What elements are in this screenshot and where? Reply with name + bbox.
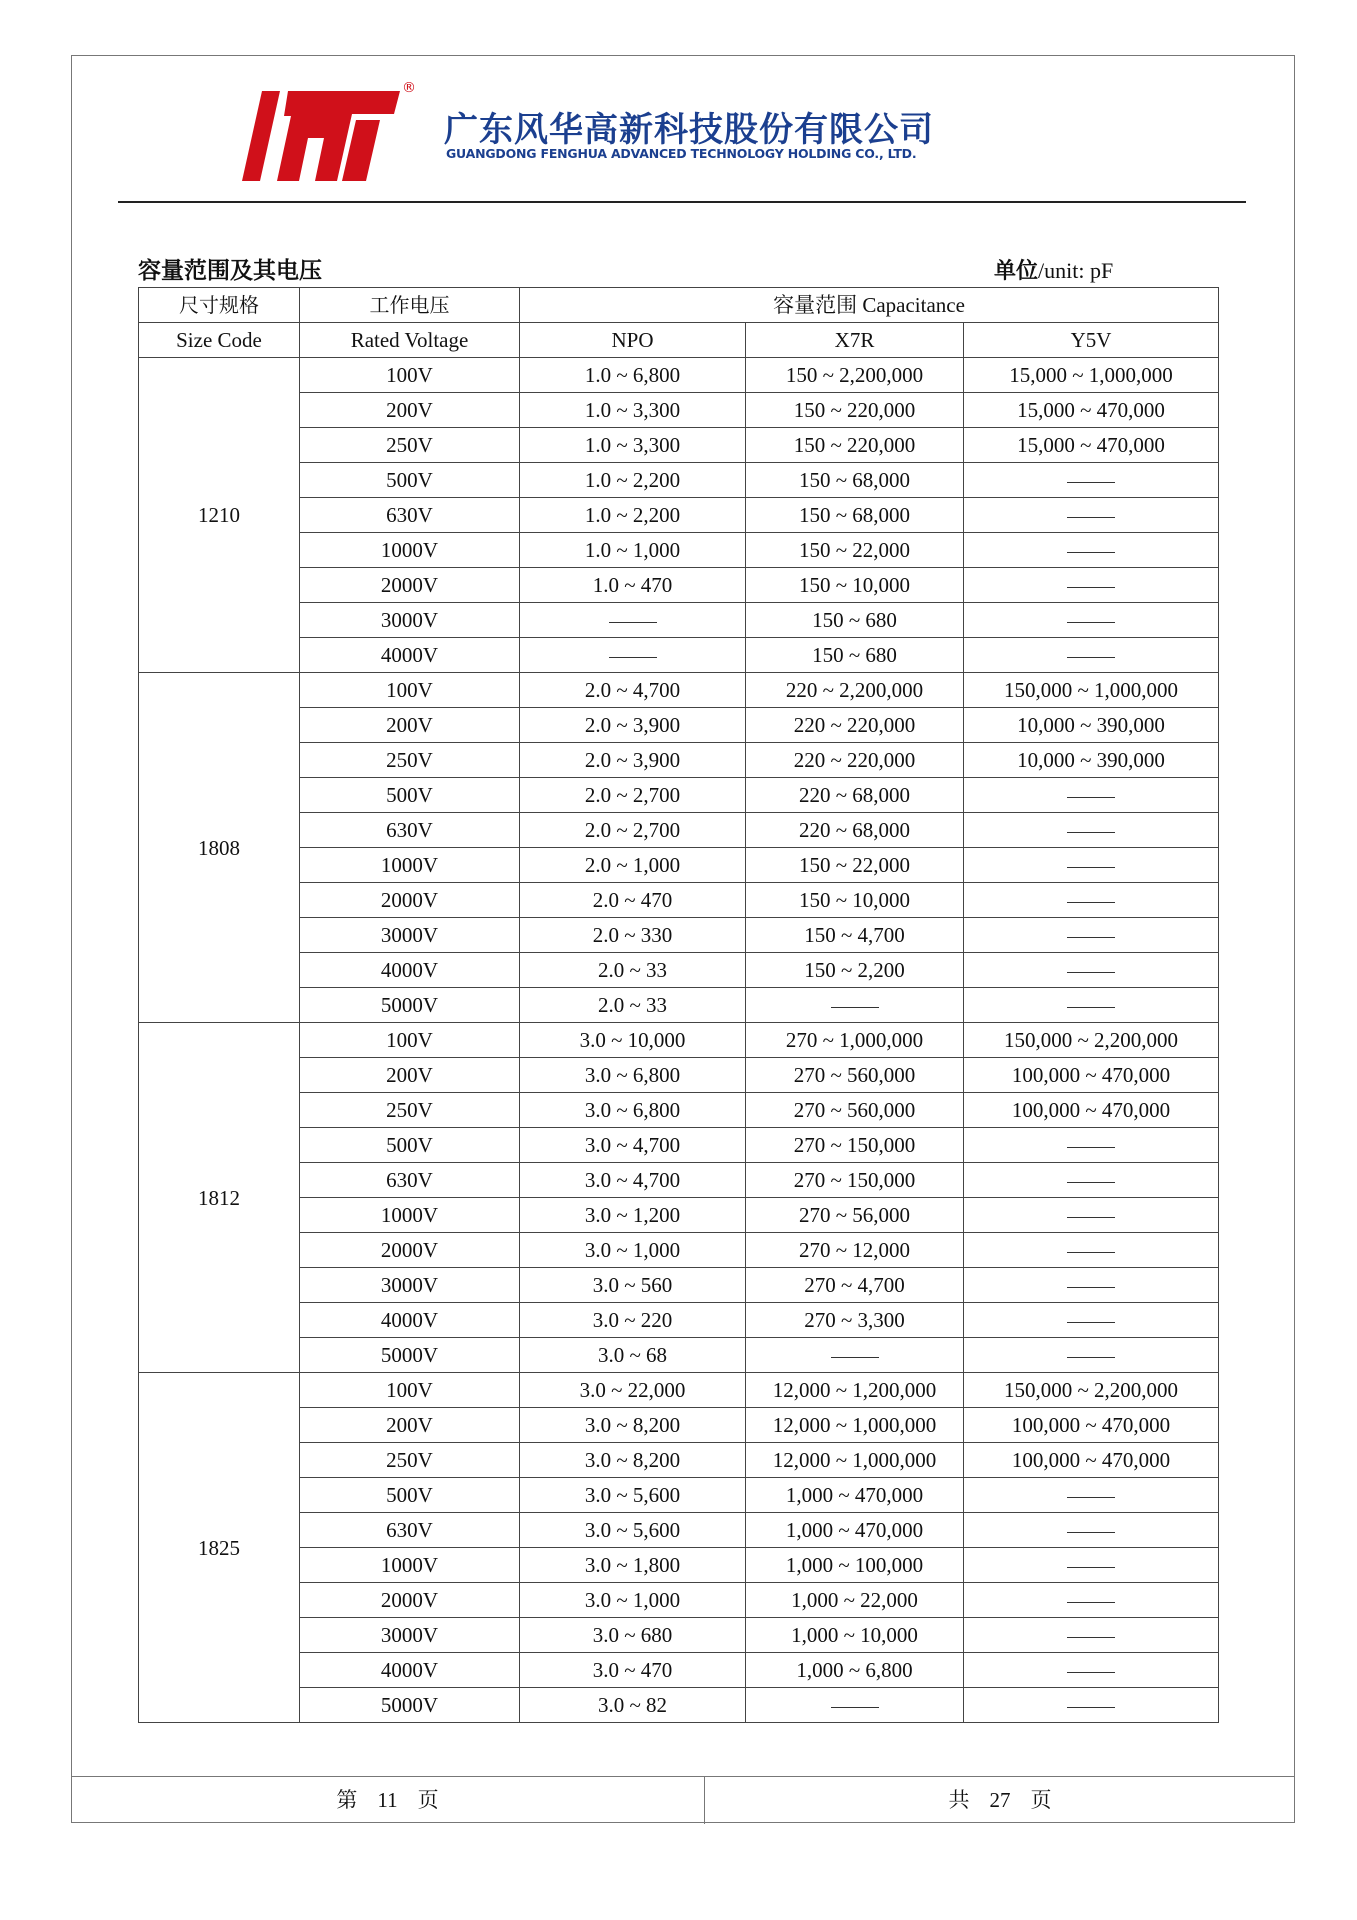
npo-cell: 3.0 ~ 4,700 bbox=[520, 1128, 746, 1163]
y5v-empty-cell bbox=[964, 1338, 1219, 1373]
table-row bbox=[139, 1198, 1219, 1233]
table-row bbox=[139, 848, 1219, 883]
x7r-cell: 1,000 ~ 470,000 bbox=[746, 1513, 964, 1548]
table-row bbox=[139, 1128, 1219, 1163]
table-row bbox=[139, 603, 1219, 638]
npo-cell: 3.0 ~ 1,200 bbox=[520, 1198, 746, 1233]
voltage-cell: 200V bbox=[300, 1058, 520, 1093]
dash-mark bbox=[1067, 1007, 1115, 1008]
x7r-cell: 270 ~ 1,000,000 bbox=[746, 1023, 964, 1058]
x7r-empty-cell bbox=[746, 1688, 964, 1723]
y5v-empty-cell bbox=[964, 1478, 1219, 1513]
npo-cell: 3.0 ~ 6,800 bbox=[520, 1093, 746, 1128]
voltage-cell: 200V bbox=[300, 1408, 520, 1443]
x7r-cell: 220 ~ 220,000 bbox=[746, 743, 964, 778]
table-row bbox=[139, 1618, 1219, 1653]
table-row bbox=[139, 743, 1219, 778]
table-row bbox=[139, 1268, 1219, 1303]
y5v-cell: 150,000 ~ 1,000,000 bbox=[964, 673, 1219, 708]
x7r-cell: 150 ~ 10,000 bbox=[746, 883, 964, 918]
table-row bbox=[139, 1373, 1219, 1408]
npo-cell: 3.0 ~ 68 bbox=[520, 1338, 746, 1373]
dash-mark bbox=[831, 1357, 879, 1358]
table-header-row bbox=[139, 323, 1219, 358]
dash-mark bbox=[1067, 1252, 1115, 1253]
dash-mark bbox=[1067, 797, 1115, 798]
x7r-cell: 12,000 ~ 1,200,000 bbox=[746, 1373, 964, 1408]
npo-cell: 3.0 ~ 220 bbox=[520, 1303, 746, 1338]
x7r-cell: 220 ~ 2,200,000 bbox=[746, 673, 964, 708]
npo-cell: 2.0 ~ 470 bbox=[520, 883, 746, 918]
y5v-empty-cell bbox=[964, 1618, 1219, 1653]
voltage-cell: 500V bbox=[300, 463, 520, 498]
voltage-cell: 630V bbox=[300, 813, 520, 848]
y5v-empty-cell bbox=[964, 848, 1219, 883]
voltage-cell: 1000V bbox=[300, 1198, 520, 1233]
npo-cell: 3.0 ~ 5,600 bbox=[520, 1478, 746, 1513]
table-row bbox=[139, 1548, 1219, 1583]
npo-cell: 3.0 ~ 82 bbox=[520, 1688, 746, 1723]
table-body bbox=[139, 358, 1219, 1723]
npo-cell: 1.0 ~ 6,800 bbox=[520, 358, 746, 393]
table-row bbox=[139, 1163, 1219, 1198]
y5v-cell: 10,000 ~ 390,000 bbox=[964, 708, 1219, 743]
table-row bbox=[139, 568, 1219, 603]
table-row bbox=[139, 1233, 1219, 1268]
table-row bbox=[139, 673, 1219, 708]
table-row bbox=[139, 463, 1219, 498]
table-row bbox=[139, 533, 1219, 568]
dash-mark bbox=[1067, 657, 1115, 658]
y5v-cell: 10,000 ~ 390,000 bbox=[964, 743, 1219, 778]
voltage-cell: 3000V bbox=[300, 918, 520, 953]
table-row bbox=[139, 1513, 1219, 1548]
voltage-cell: 3000V bbox=[300, 1618, 520, 1653]
company-logo bbox=[240, 80, 1060, 190]
table-row bbox=[139, 358, 1219, 393]
npo-cell: 3.0 ~ 6,800 bbox=[520, 1058, 746, 1093]
y5v-empty-cell bbox=[964, 603, 1219, 638]
y5v-empty-cell bbox=[964, 1513, 1219, 1548]
x7r-cell: 270 ~ 150,000 bbox=[746, 1163, 964, 1198]
table-row bbox=[139, 953, 1219, 988]
voltage-cell: 200V bbox=[300, 708, 520, 743]
table-header-row bbox=[139, 288, 1219, 323]
table-row bbox=[139, 1338, 1219, 1373]
header-size-cn: 尺寸规格 bbox=[139, 288, 300, 323]
dash-mark bbox=[1067, 1672, 1115, 1673]
y5v-empty-cell bbox=[964, 498, 1219, 533]
voltage-cell: 4000V bbox=[300, 1303, 520, 1338]
header-voltage-en: Rated Voltage bbox=[300, 323, 520, 358]
voltage-cell: 2000V bbox=[300, 1583, 520, 1618]
y5v-empty-cell bbox=[964, 568, 1219, 603]
page-footer bbox=[71, 1776, 1295, 1824]
dash-mark bbox=[1067, 1707, 1115, 1708]
voltage-cell: 100V bbox=[300, 673, 520, 708]
unit-label-cn: 单位 bbox=[994, 259, 1039, 284]
npo-cell: 1.0 ~ 3,300 bbox=[520, 393, 746, 428]
y5v-empty-cell bbox=[964, 1688, 1219, 1723]
voltage-cell: 630V bbox=[300, 1163, 520, 1198]
dash-mark bbox=[1067, 1567, 1115, 1568]
y5v-empty-cell bbox=[964, 1163, 1219, 1198]
x7r-cell: 150 ~ 68,000 bbox=[746, 498, 964, 533]
npo-empty-cell bbox=[520, 603, 746, 638]
y5v-empty-cell bbox=[964, 1198, 1219, 1233]
npo-empty-cell bbox=[520, 638, 746, 673]
x7r-cell: 150 ~ 2,200 bbox=[746, 953, 964, 988]
y5v-empty-cell bbox=[964, 1233, 1219, 1268]
x7r-empty-cell bbox=[746, 1338, 964, 1373]
npo-cell: 1.0 ~ 2,200 bbox=[520, 498, 746, 533]
x7r-cell: 12,000 ~ 1,000,000 bbox=[746, 1443, 964, 1478]
table-row bbox=[139, 1478, 1219, 1513]
voltage-cell: 500V bbox=[300, 1128, 520, 1163]
header-capacitance: 容量范围 Capacitance bbox=[520, 288, 1219, 323]
table-row bbox=[139, 638, 1219, 673]
dash-mark bbox=[1067, 1182, 1115, 1183]
header-y5v: Y5V bbox=[964, 323, 1219, 358]
voltage-cell: 5000V bbox=[300, 1338, 520, 1373]
x7r-cell: 150 ~ 4,700 bbox=[746, 918, 964, 953]
header-npo: NPO bbox=[520, 323, 746, 358]
table-row bbox=[139, 428, 1219, 463]
unit-label bbox=[994, 254, 1113, 285]
y5v-empty-cell bbox=[964, 1583, 1219, 1618]
dash-mark bbox=[1067, 552, 1115, 553]
size-code-cell: 1825 bbox=[139, 1373, 300, 1723]
voltage-cell: 500V bbox=[300, 1478, 520, 1513]
x7r-cell: 220 ~ 220,000 bbox=[746, 708, 964, 743]
y5v-cell: 15,000 ~ 1,000,000 bbox=[964, 358, 1219, 393]
total-pages: 27 bbox=[989, 1788, 1011, 1812]
dash-mark bbox=[1067, 587, 1115, 588]
table-row bbox=[139, 1408, 1219, 1443]
x7r-empty-cell bbox=[746, 988, 964, 1023]
unit-label-en: /unit: pF bbox=[1038, 258, 1114, 283]
npo-cell: 2.0 ~ 1,000 bbox=[520, 848, 746, 883]
registered-mark: ® bbox=[402, 80, 416, 96]
dash-mark bbox=[1067, 832, 1115, 833]
dash-mark bbox=[1067, 902, 1115, 903]
page-prefix: 第 bbox=[336, 1788, 358, 1812]
table-row bbox=[139, 1303, 1219, 1338]
y5v-cell: 15,000 ~ 470,000 bbox=[964, 428, 1219, 463]
npo-cell: 2.0 ~ 330 bbox=[520, 918, 746, 953]
y5v-empty-cell bbox=[964, 953, 1219, 988]
dash-mark bbox=[1067, 1637, 1115, 1638]
y5v-empty-cell bbox=[964, 918, 1219, 953]
npo-cell: 1.0 ~ 2,200 bbox=[520, 463, 746, 498]
npo-cell: 3.0 ~ 680 bbox=[520, 1618, 746, 1653]
dash-mark bbox=[1067, 867, 1115, 868]
npo-cell: 1.0 ~ 3,300 bbox=[520, 428, 746, 463]
dash-mark bbox=[1067, 622, 1115, 623]
voltage-cell: 5000V bbox=[300, 1688, 520, 1723]
voltage-cell: 5000V bbox=[300, 988, 520, 1023]
x7r-cell: 150 ~ 10,000 bbox=[746, 568, 964, 603]
size-code-cell: 1808 bbox=[139, 673, 300, 1023]
x7r-cell: 150 ~ 680 bbox=[746, 638, 964, 673]
voltage-cell: 2000V bbox=[300, 883, 520, 918]
x7r-cell: 12,000 ~ 1,000,000 bbox=[746, 1408, 964, 1443]
table-row bbox=[139, 1653, 1219, 1688]
x7r-cell: 150 ~ 220,000 bbox=[746, 393, 964, 428]
table-row bbox=[139, 1583, 1219, 1618]
npo-cell: 2.0 ~ 2,700 bbox=[520, 813, 746, 848]
x7r-cell: 270 ~ 560,000 bbox=[746, 1093, 964, 1128]
y5v-empty-cell bbox=[964, 533, 1219, 568]
voltage-cell: 250V bbox=[300, 1093, 520, 1128]
x7r-cell: 150 ~ 220,000 bbox=[746, 428, 964, 463]
voltage-cell: 500V bbox=[300, 778, 520, 813]
total-suffix: 页 bbox=[1030, 1788, 1052, 1812]
npo-cell: 3.0 ~ 4,700 bbox=[520, 1163, 746, 1198]
voltage-cell: 100V bbox=[300, 1373, 520, 1408]
voltage-cell: 250V bbox=[300, 428, 520, 463]
npo-cell: 2.0 ~ 4,700 bbox=[520, 673, 746, 708]
dash-mark bbox=[1067, 1602, 1115, 1603]
x7r-cell: 150 ~ 68,000 bbox=[746, 463, 964, 498]
npo-cell: 3.0 ~ 1,800 bbox=[520, 1548, 746, 1583]
npo-cell: 2.0 ~ 33 bbox=[520, 988, 746, 1023]
dash-mark bbox=[1067, 972, 1115, 973]
x7r-cell: 270 ~ 12,000 bbox=[746, 1233, 964, 1268]
npo-cell: 1.0 ~ 470 bbox=[520, 568, 746, 603]
capacitance-table bbox=[138, 287, 1219, 1723]
npo-cell: 1.0 ~ 1,000 bbox=[520, 533, 746, 568]
table-row bbox=[139, 1093, 1219, 1128]
npo-cell: 2.0 ~ 3,900 bbox=[520, 743, 746, 778]
dash-mark bbox=[609, 657, 657, 658]
dash-mark bbox=[1067, 517, 1115, 518]
dash-mark bbox=[1067, 1147, 1115, 1148]
dash-mark bbox=[831, 1707, 879, 1708]
x7r-cell: 270 ~ 4,700 bbox=[746, 1268, 964, 1303]
dash-mark bbox=[1067, 1322, 1115, 1323]
y5v-cell: 100,000 ~ 470,000 bbox=[964, 1058, 1219, 1093]
dash-mark bbox=[1067, 937, 1115, 938]
header-size-en: Size Code bbox=[139, 323, 300, 358]
y5v-empty-cell bbox=[964, 883, 1219, 918]
size-code-cell: 1210 bbox=[139, 358, 300, 673]
section-title: 容量范围及其电压 bbox=[138, 258, 322, 284]
table-row bbox=[139, 1443, 1219, 1478]
header-voltage-cn: 工作电压 bbox=[300, 288, 520, 323]
voltage-cell: 3000V bbox=[300, 603, 520, 638]
table-row bbox=[139, 883, 1219, 918]
y5v-empty-cell bbox=[964, 778, 1219, 813]
x7r-cell: 1,000 ~ 6,800 bbox=[746, 1653, 964, 1688]
npo-cell: 3.0 ~ 560 bbox=[520, 1268, 746, 1303]
voltage-cell: 2000V bbox=[300, 568, 520, 603]
total-prefix: 共 bbox=[948, 1788, 970, 1812]
voltage-cell: 1000V bbox=[300, 1548, 520, 1583]
x7r-cell: 1,000 ~ 22,000 bbox=[746, 1583, 964, 1618]
y5v-empty-cell bbox=[964, 1653, 1219, 1688]
x7r-cell: 270 ~ 56,000 bbox=[746, 1198, 964, 1233]
npo-cell: 2.0 ~ 3,900 bbox=[520, 708, 746, 743]
x7r-cell: 150 ~ 22,000 bbox=[746, 848, 964, 883]
table-row bbox=[139, 708, 1219, 743]
voltage-cell: 250V bbox=[300, 743, 520, 778]
y5v-empty-cell bbox=[964, 1268, 1219, 1303]
table-row bbox=[139, 813, 1219, 848]
table-row bbox=[139, 778, 1219, 813]
voltage-cell: 1000V bbox=[300, 533, 520, 568]
y5v-cell: 100,000 ~ 470,000 bbox=[964, 1443, 1219, 1478]
dash-mark bbox=[1067, 1357, 1115, 1358]
y5v-cell: 150,000 ~ 2,200,000 bbox=[964, 1373, 1219, 1408]
dash-mark bbox=[1067, 1217, 1115, 1218]
page-number-cell bbox=[71, 1777, 705, 1824]
npo-cell: 3.0 ~ 8,200 bbox=[520, 1408, 746, 1443]
voltage-cell: 100V bbox=[300, 358, 520, 393]
x7r-cell: 270 ~ 560,000 bbox=[746, 1058, 964, 1093]
table-row bbox=[139, 393, 1219, 428]
voltage-cell: 1000V bbox=[300, 848, 520, 883]
voltage-cell: 4000V bbox=[300, 1653, 520, 1688]
npo-cell: 3.0 ~ 5,600 bbox=[520, 1513, 746, 1548]
x7r-cell: 150 ~ 2,200,000 bbox=[746, 358, 964, 393]
x7r-cell: 1,000 ~ 100,000 bbox=[746, 1548, 964, 1583]
x7r-cell: 1,000 ~ 10,000 bbox=[746, 1618, 964, 1653]
table-row bbox=[139, 988, 1219, 1023]
x7r-cell: 220 ~ 68,000 bbox=[746, 778, 964, 813]
y5v-cell: 100,000 ~ 470,000 bbox=[964, 1093, 1219, 1128]
page-number: 11 bbox=[377, 1788, 398, 1812]
y5v-empty-cell bbox=[964, 1128, 1219, 1163]
table-row bbox=[139, 1023, 1219, 1058]
dash-mark bbox=[1067, 1287, 1115, 1288]
y5v-empty-cell bbox=[964, 1548, 1219, 1583]
y5v-empty-cell bbox=[964, 1303, 1219, 1338]
header-x7r: X7R bbox=[746, 323, 964, 358]
y5v-cell: 100,000 ~ 470,000 bbox=[964, 1408, 1219, 1443]
voltage-cell: 250V bbox=[300, 1443, 520, 1478]
dash-mark bbox=[609, 622, 657, 623]
company-name-en: GUANGDONG FENGHUA ADVANCED TECHNOLOGY HOLDING CO., LTD. bbox=[446, 146, 917, 161]
npo-cell: 3.0 ~ 1,000 bbox=[520, 1583, 746, 1618]
dash-mark bbox=[831, 1007, 879, 1008]
voltage-cell: 2000V bbox=[300, 1233, 520, 1268]
x7r-cell: 270 ~ 3,300 bbox=[746, 1303, 964, 1338]
npo-cell: 2.0 ~ 33 bbox=[520, 953, 746, 988]
x7r-cell: 1,000 ~ 470,000 bbox=[746, 1478, 964, 1513]
x7r-cell: 150 ~ 680 bbox=[746, 603, 964, 638]
npo-cell: 3.0 ~ 22,000 bbox=[520, 1373, 746, 1408]
dash-mark bbox=[1067, 482, 1115, 483]
y5v-empty-cell bbox=[964, 638, 1219, 673]
company-name-cn: 广东风华高新科技股份有限公司 bbox=[444, 110, 934, 150]
y5v-cell: 15,000 ~ 470,000 bbox=[964, 393, 1219, 428]
dash-mark bbox=[1067, 1497, 1115, 1498]
npo-cell: 3.0 ~ 1,000 bbox=[520, 1233, 746, 1268]
voltage-cell: 630V bbox=[300, 498, 520, 533]
voltage-cell: 630V bbox=[300, 1513, 520, 1548]
voltage-cell: 4000V bbox=[300, 953, 520, 988]
voltage-cell: 200V bbox=[300, 393, 520, 428]
voltage-cell: 100V bbox=[300, 1023, 520, 1058]
header-divider bbox=[118, 201, 1246, 203]
page-suffix: 页 bbox=[417, 1788, 439, 1812]
x7r-cell: 150 ~ 22,000 bbox=[746, 533, 964, 568]
size-code-cell: 1812 bbox=[139, 1023, 300, 1373]
dash-mark bbox=[1067, 1532, 1115, 1533]
npo-cell: 3.0 ~ 8,200 bbox=[520, 1443, 746, 1478]
npo-cell: 3.0 ~ 10,000 bbox=[520, 1023, 746, 1058]
table-row bbox=[139, 918, 1219, 953]
table-row bbox=[139, 498, 1219, 533]
npo-cell: 3.0 ~ 470 bbox=[520, 1653, 746, 1688]
y5v-cell: 150,000 ~ 2,200,000 bbox=[964, 1023, 1219, 1058]
x7r-cell: 270 ~ 150,000 bbox=[746, 1128, 964, 1163]
fenghua-logo-icon bbox=[240, 86, 410, 186]
voltage-cell: 4000V bbox=[300, 638, 520, 673]
x7r-cell: 220 ~ 68,000 bbox=[746, 813, 964, 848]
y5v-empty-cell bbox=[964, 463, 1219, 498]
total-pages-cell bbox=[705, 1777, 1295, 1824]
npo-cell: 2.0 ~ 2,700 bbox=[520, 778, 746, 813]
voltage-cell: 3000V bbox=[300, 1268, 520, 1303]
y5v-empty-cell bbox=[964, 813, 1219, 848]
table-row bbox=[139, 1688, 1219, 1723]
table-row bbox=[139, 1058, 1219, 1093]
y5v-empty-cell bbox=[964, 988, 1219, 1023]
